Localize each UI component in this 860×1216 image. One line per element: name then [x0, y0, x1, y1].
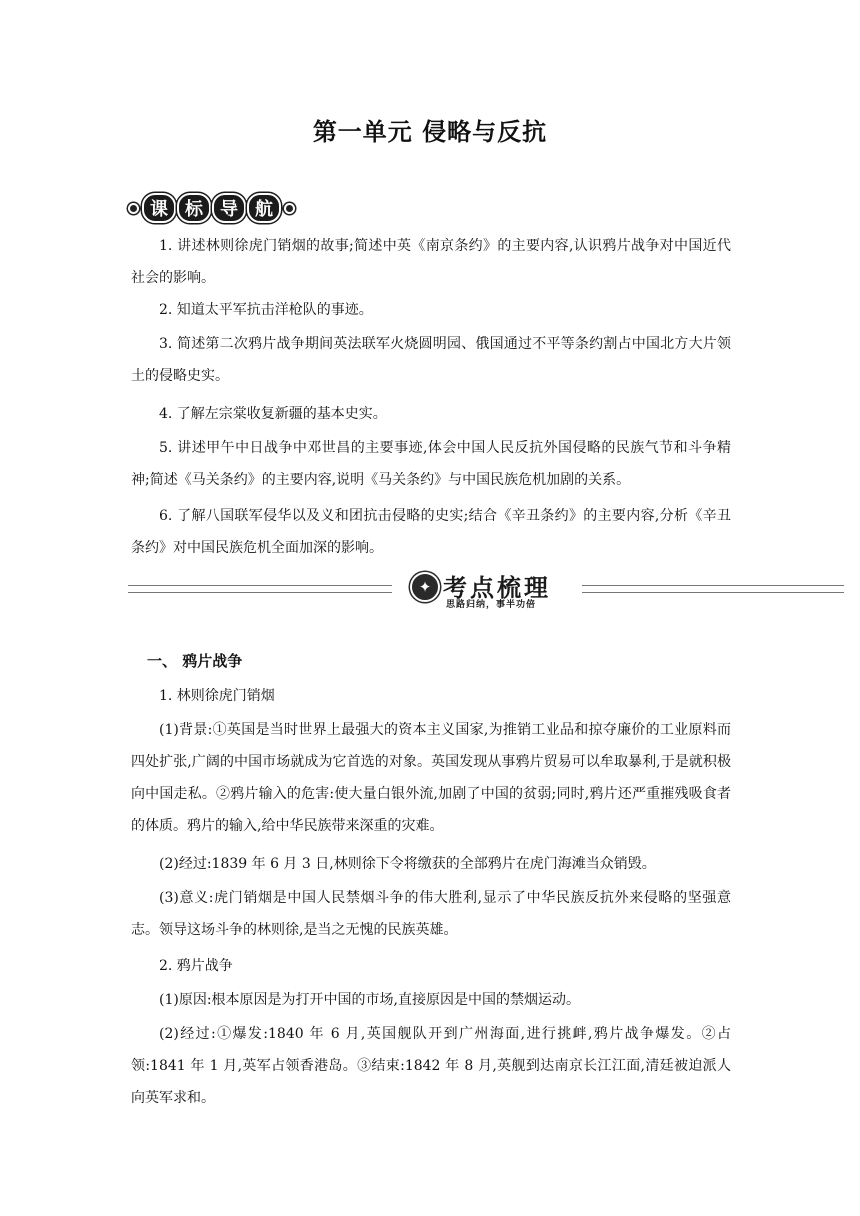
standard-item-6: 6. 了解八国联军侵华以及义和团抗击侵略的史实;结合《辛丑条约》的主要内容,分析《辛丑条约》对中国民族危机全面加深的影响。 [131, 508, 731, 556]
subsection-title: 2. 鸦片战争 [159, 958, 233, 974]
standard-item-4: 4. 了解左宗棠收复新疆的基本史实。 [159, 406, 387, 422]
badge-dot-right [284, 203, 295, 214]
cause-paragraph: (1)原因:根本原因是为打开中国的市场,直接原因是中国的禁烟运动。 [159, 992, 580, 1008]
section-heading: 一、 鸦片战争 [147, 652, 243, 670]
standards-badge [128, 194, 295, 222]
subsection-title: 1. 林则徐虎门销烟 [159, 688, 275, 704]
divider-rule-right [582, 585, 844, 593]
war-process-paragraph: (2)经过:①爆发:1840 年 6 月,英国舰队开到广州海面,进行挑衅,鸦片战争爆发。②占领:1841 年 1 月,英军占领香港岛。③结束:1842 年 8 月,英舰到达南京长江江面,清廷被迫派人向英军求和。 [131, 1026, 731, 1106]
significance-paragraph: (3)意义:虎门销烟是中国人民禁烟斗争的伟大胜利,显示了中华民族反抗外来侵略的坚强意志。领导这场斗争的林则徐,是当之无愧的民族英雄。 [131, 890, 731, 938]
badge-char: 课 [142, 193, 176, 223]
badge-char: 标 [177, 193, 211, 223]
standard-item-1: 1. 讲述林则徐虎门销烟的故事;简述中英《南京条约》的主要内容,认识鸦片战争对中国近代社会的影响。 [131, 238, 731, 286]
process-paragraph: (2)经过:1839 年 6 月 3 日,林则徐下令将缴获的全部鸦片在虎门海滩当众销毁。 [159, 856, 656, 872]
standard-item-5: 5. 讲述甲午中日战争中邓世昌的主要事迹,体会中国人民反抗外国侵略的民族气节和斗争精神;简述《马关条约》的主要内容,说明《马关条约》与中国民族危机加剧的关系。 [131, 440, 731, 488]
background-paragraph: (1)背景:①英国是当时世界上最强大的资本主义国家,为推销工业品和掠夺廉价的工业原料而四处扩张,广阔的中国市场就成为它首选的对象。英国发现从事鸦片贸易可以牟取暴利,于是就积极向中国走私。②鸦片输入的危害:使大量白银外流,加剧了中国的贫弱;同时,鸦片还严重摧残吸食者的体质。鸦片的输入,给中华民族带来深重的灾难。 [131, 722, 731, 834]
page-title: 第一单元 侵略与反抗 [312, 117, 548, 146]
kaodian-subtitle: 思路归纳，事半功倍 [446, 600, 537, 610]
badge-dot-left [128, 203, 139, 214]
standard-item-3: 3. 简述第二次鸦片战争期间英法联军火烧圆明园、俄国通过不平等条约割占中国北方大片领土的侵略史实。 [131, 336, 731, 384]
standard-item-2: 2. 知道太平军抗击洋枪队的事迹。 [159, 302, 373, 318]
badge-char: 导 [212, 193, 246, 223]
divider-rule-left [128, 585, 392, 593]
kaodian-divider [128, 570, 844, 610]
compass-icon: ✦ [410, 572, 440, 602]
kaodian-title: 考点梳理 [443, 574, 551, 602]
badge-char: 航 [247, 193, 281, 223]
